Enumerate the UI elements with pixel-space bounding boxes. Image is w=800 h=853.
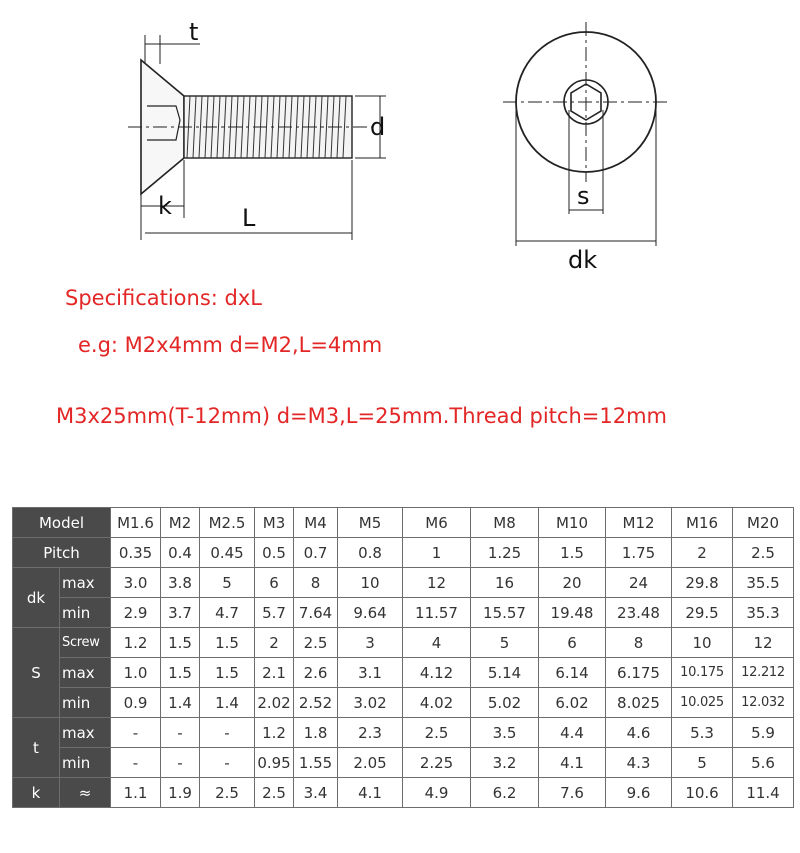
pitch-cell: 2 <box>672 538 733 568</box>
model-cell: M3 <box>255 508 294 538</box>
t-max-cell: 4.4 <box>539 718 606 748</box>
s-screw-cell: 1.5 <box>161 628 200 658</box>
s-max-cell: 6.14 <box>539 658 606 688</box>
model-row <box>13 508 794 538</box>
dk-max-cell: 5 <box>200 568 255 598</box>
t-min-cell: 2.05 <box>338 748 403 778</box>
s-max-cell: 1.5 <box>161 658 200 688</box>
dk-min-cell: 3.7 <box>161 598 200 628</box>
dk-max-cell: 29.8 <box>672 568 733 598</box>
t-max-cell: - <box>200 718 255 748</box>
s-max-cell: 3.1 <box>338 658 403 688</box>
s-min-cell: 4.02 <box>403 688 471 718</box>
t-min-cell: 0.95 <box>255 748 294 778</box>
t-min-cell: 4.3 <box>606 748 672 778</box>
model-cell: M5 <box>338 508 403 538</box>
s-screw-label: Screw <box>60 628 111 658</box>
dk-max-cell: 3.8 <box>161 568 200 598</box>
s-max-cell: 12.212 <box>733 658 794 688</box>
pitch-cell: 1.25 <box>471 538 539 568</box>
pitch-cell: 0.35 <box>111 538 161 568</box>
model-cell: M10 <box>539 508 606 538</box>
dk-min-cell: 4.7 <box>200 598 255 628</box>
s-min-cell: 1.4 <box>161 688 200 718</box>
pitch-cell: 1 <box>403 538 471 568</box>
specification-table <box>12 507 794 808</box>
pitch-cell: 0.5 <box>255 538 294 568</box>
t-max-cell: 3.5 <box>471 718 539 748</box>
model-cell: M12 <box>606 508 672 538</box>
s-screw-cell: 5 <box>471 628 539 658</box>
k-cell: 11.4 <box>733 778 794 808</box>
t-min-cell: 2.25 <box>403 748 471 778</box>
t-min-cell: - <box>200 748 255 778</box>
s-max-cell: 5.14 <box>471 658 539 688</box>
t-min-cell: 1.55 <box>294 748 338 778</box>
s-screw-cell: 4 <box>403 628 471 658</box>
t-min-cell: 4.1 <box>539 748 606 778</box>
dk-max-cell: 6 <box>255 568 294 598</box>
t-min-cell: - <box>111 748 161 778</box>
spec-thread-example-text: M3x25mm(T-12mm) d=M3,L=25mm.Thread pitch=12mm <box>56 404 667 428</box>
t-max-cell: 1.2 <box>255 718 294 748</box>
k-header: k <box>13 778 60 808</box>
model-header: Model <box>13 508 111 538</box>
s-screw-cell: 2.5 <box>294 628 338 658</box>
dk-min-label: min <box>60 598 111 628</box>
k-cell: 4.1 <box>338 778 403 808</box>
s-max-cell: 6.175 <box>606 658 672 688</box>
L-label: L <box>242 204 256 232</box>
dk-max-cell: 20 <box>539 568 606 598</box>
model-cell: M4 <box>294 508 338 538</box>
s-screw-row <box>13 628 794 658</box>
k-label: k <box>158 192 172 220</box>
pitch-header: Pitch <box>13 538 111 568</box>
pitch-cell: 0.45 <box>200 538 255 568</box>
s-header: S <box>13 628 60 718</box>
t-max-cell: 1.8 <box>294 718 338 748</box>
pitch-cell: 0.8 <box>338 538 403 568</box>
model-cell: M8 <box>471 508 539 538</box>
dk-min-cell: 9.64 <box>338 598 403 628</box>
dk-max-cell: 3.0 <box>111 568 161 598</box>
s-min-cell: 2.52 <box>294 688 338 718</box>
k-cell: 3.4 <box>294 778 338 808</box>
t-max-cell: - <box>111 718 161 748</box>
k-cell: 2.5 <box>200 778 255 808</box>
dk-min-row <box>13 598 794 628</box>
k-cell: 4.9 <box>403 778 471 808</box>
k-cell: 1.1 <box>111 778 161 808</box>
model-cell: M2 <box>161 508 200 538</box>
dk-min-cell: 2.9 <box>111 598 161 628</box>
pitch-cell: 2.5 <box>733 538 794 568</box>
k-cell: 1.9 <box>161 778 200 808</box>
screw-drawing <box>0 0 800 280</box>
t-min-row <box>13 748 794 778</box>
model-cell: M20 <box>733 508 794 538</box>
dk-max-cell: 16 <box>471 568 539 598</box>
k-cell: 10.6 <box>672 778 733 808</box>
s-max-cell: 2.1 <box>255 658 294 688</box>
dk-min-cell: 35.3 <box>733 598 794 628</box>
s-min-cell: 12.032 <box>733 688 794 718</box>
pitch-cell: 0.4 <box>161 538 200 568</box>
t-max-cell: 5.9 <box>733 718 794 748</box>
t-max-cell: 2.3 <box>338 718 403 748</box>
s-screw-cell: 3 <box>338 628 403 658</box>
s-min-cell: 3.02 <box>338 688 403 718</box>
s-max-cell: 2.6 <box>294 658 338 688</box>
s-max-cell: 4.12 <box>403 658 471 688</box>
k-cell: 9.6 <box>606 778 672 808</box>
s-min-cell: 2.02 <box>255 688 294 718</box>
dk-min-cell: 15.57 <box>471 598 539 628</box>
dk-max-cell: 8 <box>294 568 338 598</box>
dk-max-cell: 35.5 <box>733 568 794 598</box>
dk-min-cell: 29.5 <box>672 598 733 628</box>
t-label: t <box>189 18 199 46</box>
dk-header: dk <box>13 568 60 628</box>
pitch-cell: 1.5 <box>539 538 606 568</box>
pitch-cell: 1.75 <box>606 538 672 568</box>
s-min-row <box>13 688 794 718</box>
spec-format-text: Specifications: dxL <box>65 286 262 310</box>
s-min-cell: 0.9 <box>111 688 161 718</box>
t-max-cell: - <box>161 718 200 748</box>
s-max-row <box>13 658 794 688</box>
s-screw-cell: 12 <box>733 628 794 658</box>
s-min-cell: 5.02 <box>471 688 539 718</box>
t-min-label: min <box>60 748 111 778</box>
spec-example-text: e.g: M2x4mm d=M2,L=4mm <box>78 333 383 357</box>
pitch-row <box>13 538 794 568</box>
t-min-cell: 5 <box>672 748 733 778</box>
s-min-cell: 6.02 <box>539 688 606 718</box>
t-max-cell: 5.3 <box>672 718 733 748</box>
s-min-cell: 1.4 <box>200 688 255 718</box>
s-min-cell: 10.025 <box>672 688 733 718</box>
t-header: t <box>13 718 60 778</box>
k-cell: 6.2 <box>471 778 539 808</box>
t-min-cell: - <box>161 748 200 778</box>
k-cell: 2.5 <box>255 778 294 808</box>
t-max-row <box>13 718 794 748</box>
dk-max-cell: 24 <box>606 568 672 598</box>
s-screw-cell: 1.5 <box>200 628 255 658</box>
s-screw-cell: 10 <box>672 628 733 658</box>
d-label: d <box>370 113 386 141</box>
model-cell: M2.5 <box>200 508 255 538</box>
pitch-cell: 0.7 <box>294 538 338 568</box>
t-min-cell: 3.2 <box>471 748 539 778</box>
dk-min-cell: 7.64 <box>294 598 338 628</box>
s-max-label: max <box>60 658 111 688</box>
model-cell: M16 <box>672 508 733 538</box>
dk-min-cell: 19.48 <box>539 598 606 628</box>
k-row <box>13 778 794 808</box>
t-max-label: max <box>60 718 111 748</box>
s-max-cell: 1.5 <box>200 658 255 688</box>
dk-max-cell: 12 <box>403 568 471 598</box>
s-min-label: min <box>60 688 111 718</box>
dk-max-label: max <box>60 568 111 598</box>
s-min-cell: 8.025 <box>606 688 672 718</box>
s-max-cell: 1.0 <box>111 658 161 688</box>
s-max-cell: 10.175 <box>672 658 733 688</box>
s-screw-cell: 1.2 <box>111 628 161 658</box>
model-cell: M1.6 <box>111 508 161 538</box>
s-label: s <box>577 182 590 210</box>
t-min-cell: 5.6 <box>733 748 794 778</box>
k-approx-label: ≈ <box>60 778 111 808</box>
t-max-cell: 2.5 <box>403 718 471 748</box>
dk-min-cell: 23.48 <box>606 598 672 628</box>
dk-label: dk <box>568 246 598 274</box>
model-cell: M6 <box>403 508 471 538</box>
dk-max-row <box>13 568 794 598</box>
s-screw-cell: 8 <box>606 628 672 658</box>
dk-min-cell: 11.57 <box>403 598 471 628</box>
k-cell: 7.6 <box>539 778 606 808</box>
screw-diagram <box>0 0 800 280</box>
s-screw-cell: 2 <box>255 628 294 658</box>
s-screw-cell: 6 <box>539 628 606 658</box>
dk-min-cell: 5.7 <box>255 598 294 628</box>
t-max-cell: 4.6 <box>606 718 672 748</box>
dk-max-cell: 10 <box>338 568 403 598</box>
